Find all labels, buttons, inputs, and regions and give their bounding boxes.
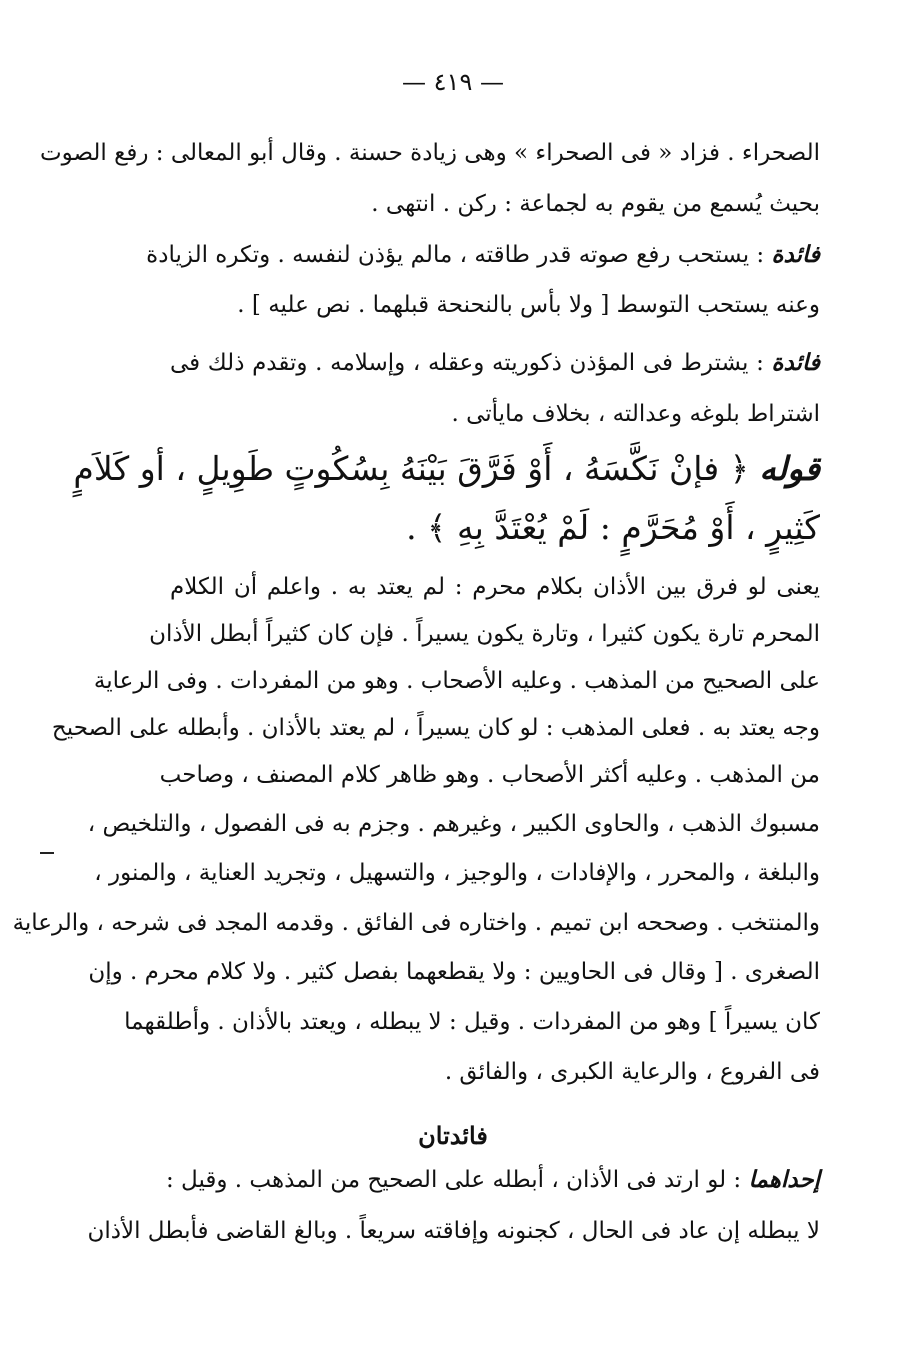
text-line-9: يعنى لو فرق بين الأذان بكلام محرم : لم يعتد به . واعلم أن الكلام [170, 574, 820, 600]
text-line-14: مسبوك الذهب ، والحاوى الكبير ، وغيرهم . وجزم به فى الفصول ، والتلخيص ، [87, 811, 820, 837]
text-line-12: وجه يعتد به . فعلى المذهب : لو كان يسيراً ، لم يعتد بالأذان . وأبطله على الصحيح [51, 715, 820, 741]
ihdahuma-keyword: إحداهما [748, 1166, 820, 1193]
text-line-16: والمنتخب . وصححه ابن تميم . واختاره فى الفائق . وقدمه المجد فى شرحه ، والرعاية [12, 910, 820, 936]
faidah-line-2: فائدة : يشترط فى المؤذن ذكوريته وعقله ، وإسلامه . وتقدم ذلك فى [170, 349, 820, 376]
faidah-line-1: فائدة : يستحب رفع صوته قدر طاقته ، مالم يؤذن لنفسه . وتكره الزيادة [146, 241, 820, 268]
text-line-21: لا يبطله إن عاد فى الحال ، كجنونه وإفاقته سريعاً . وبالغ القاضى فأبطل الأذان [87, 1218, 820, 1244]
text-line-19: فى الفروع ، والرعاية الكبرى ، والفائق . [444, 1059, 820, 1085]
text-line-4: وعنه يستحب التوسط [ ولا بأس بالنحنحة قبلهما . نص عليه ] . [237, 292, 820, 318]
text-line-10: المحرم تارة يكون كثيرا ، وتارة يكون يسيراً . فإن كان كثيراً أبطل الأذان [149, 621, 820, 647]
faidah-keyword: فائدة [771, 349, 820, 376]
faidah-keyword: فائدة [771, 241, 820, 268]
text-line-15: والبلغة ، والمحرر ، والإفادات ، والوجيز ، والتسهيل ، وتجريد العناية ، والمنور ، [94, 860, 820, 886]
text-line-11: على الصحيح من المذهب . وعليه الأصحاب . وهو من المفردات . وفى الرعاية [93, 668, 820, 694]
quote-line-1: قوله ﴿ فإنْ نَكَّسَهُ ، أَوْ فَرَّقَ بَيْنَهُ بِسُكُوتٍ طَوِيلٍ ، أو كَلاَمٍ [73, 449, 820, 488]
text-line-2: بحيث يُسمع من يقوم به لجماعة : ركن . انتهى . [371, 191, 820, 217]
qawluhu-keyword: قوله [759, 449, 820, 488]
text-line-13: من المذهب . وعليه أكثر الأصحاب . وهو ظاهر كلام المصنف ، وصاحب [159, 762, 820, 788]
section-heading: فائدتان [418, 1121, 488, 1150]
text-line-1: الصحراء . فزاد « فى الصحراء » وهى زيادة حسنة . وقال أبو المعالى : رفع الصوت [39, 140, 820, 166]
text-line-20: إحداهما : لو ارتد فى الأذان ، أبطله على الصحيح من المذهب . وقيل : [165, 1166, 820, 1193]
text-line-18: كان يسيراً ] وهو من المفردات . وقيل : لا يبطله ، ويعتد بالأذان . وأطلقهما [124, 1009, 820, 1035]
quote-line-2: كَثِيرٍ ، أَوْ مُحَرَّمٍ : لَمْ يُعْتَدَّ بِهِ ﴾ . [406, 508, 820, 547]
text-line-17: الصغرى . [ وقال فى الحاويين : ولا يقطعهما بفصل كثير . ولا كلام محرم . وإن [88, 959, 820, 985]
margin-mark [40, 852, 54, 854]
text-line-6: اشتراط بلوغه وعدالته ، بخلاف مايأتى . [451, 401, 820, 427]
page-number: — ٤١٩ — [402, 68, 504, 96]
